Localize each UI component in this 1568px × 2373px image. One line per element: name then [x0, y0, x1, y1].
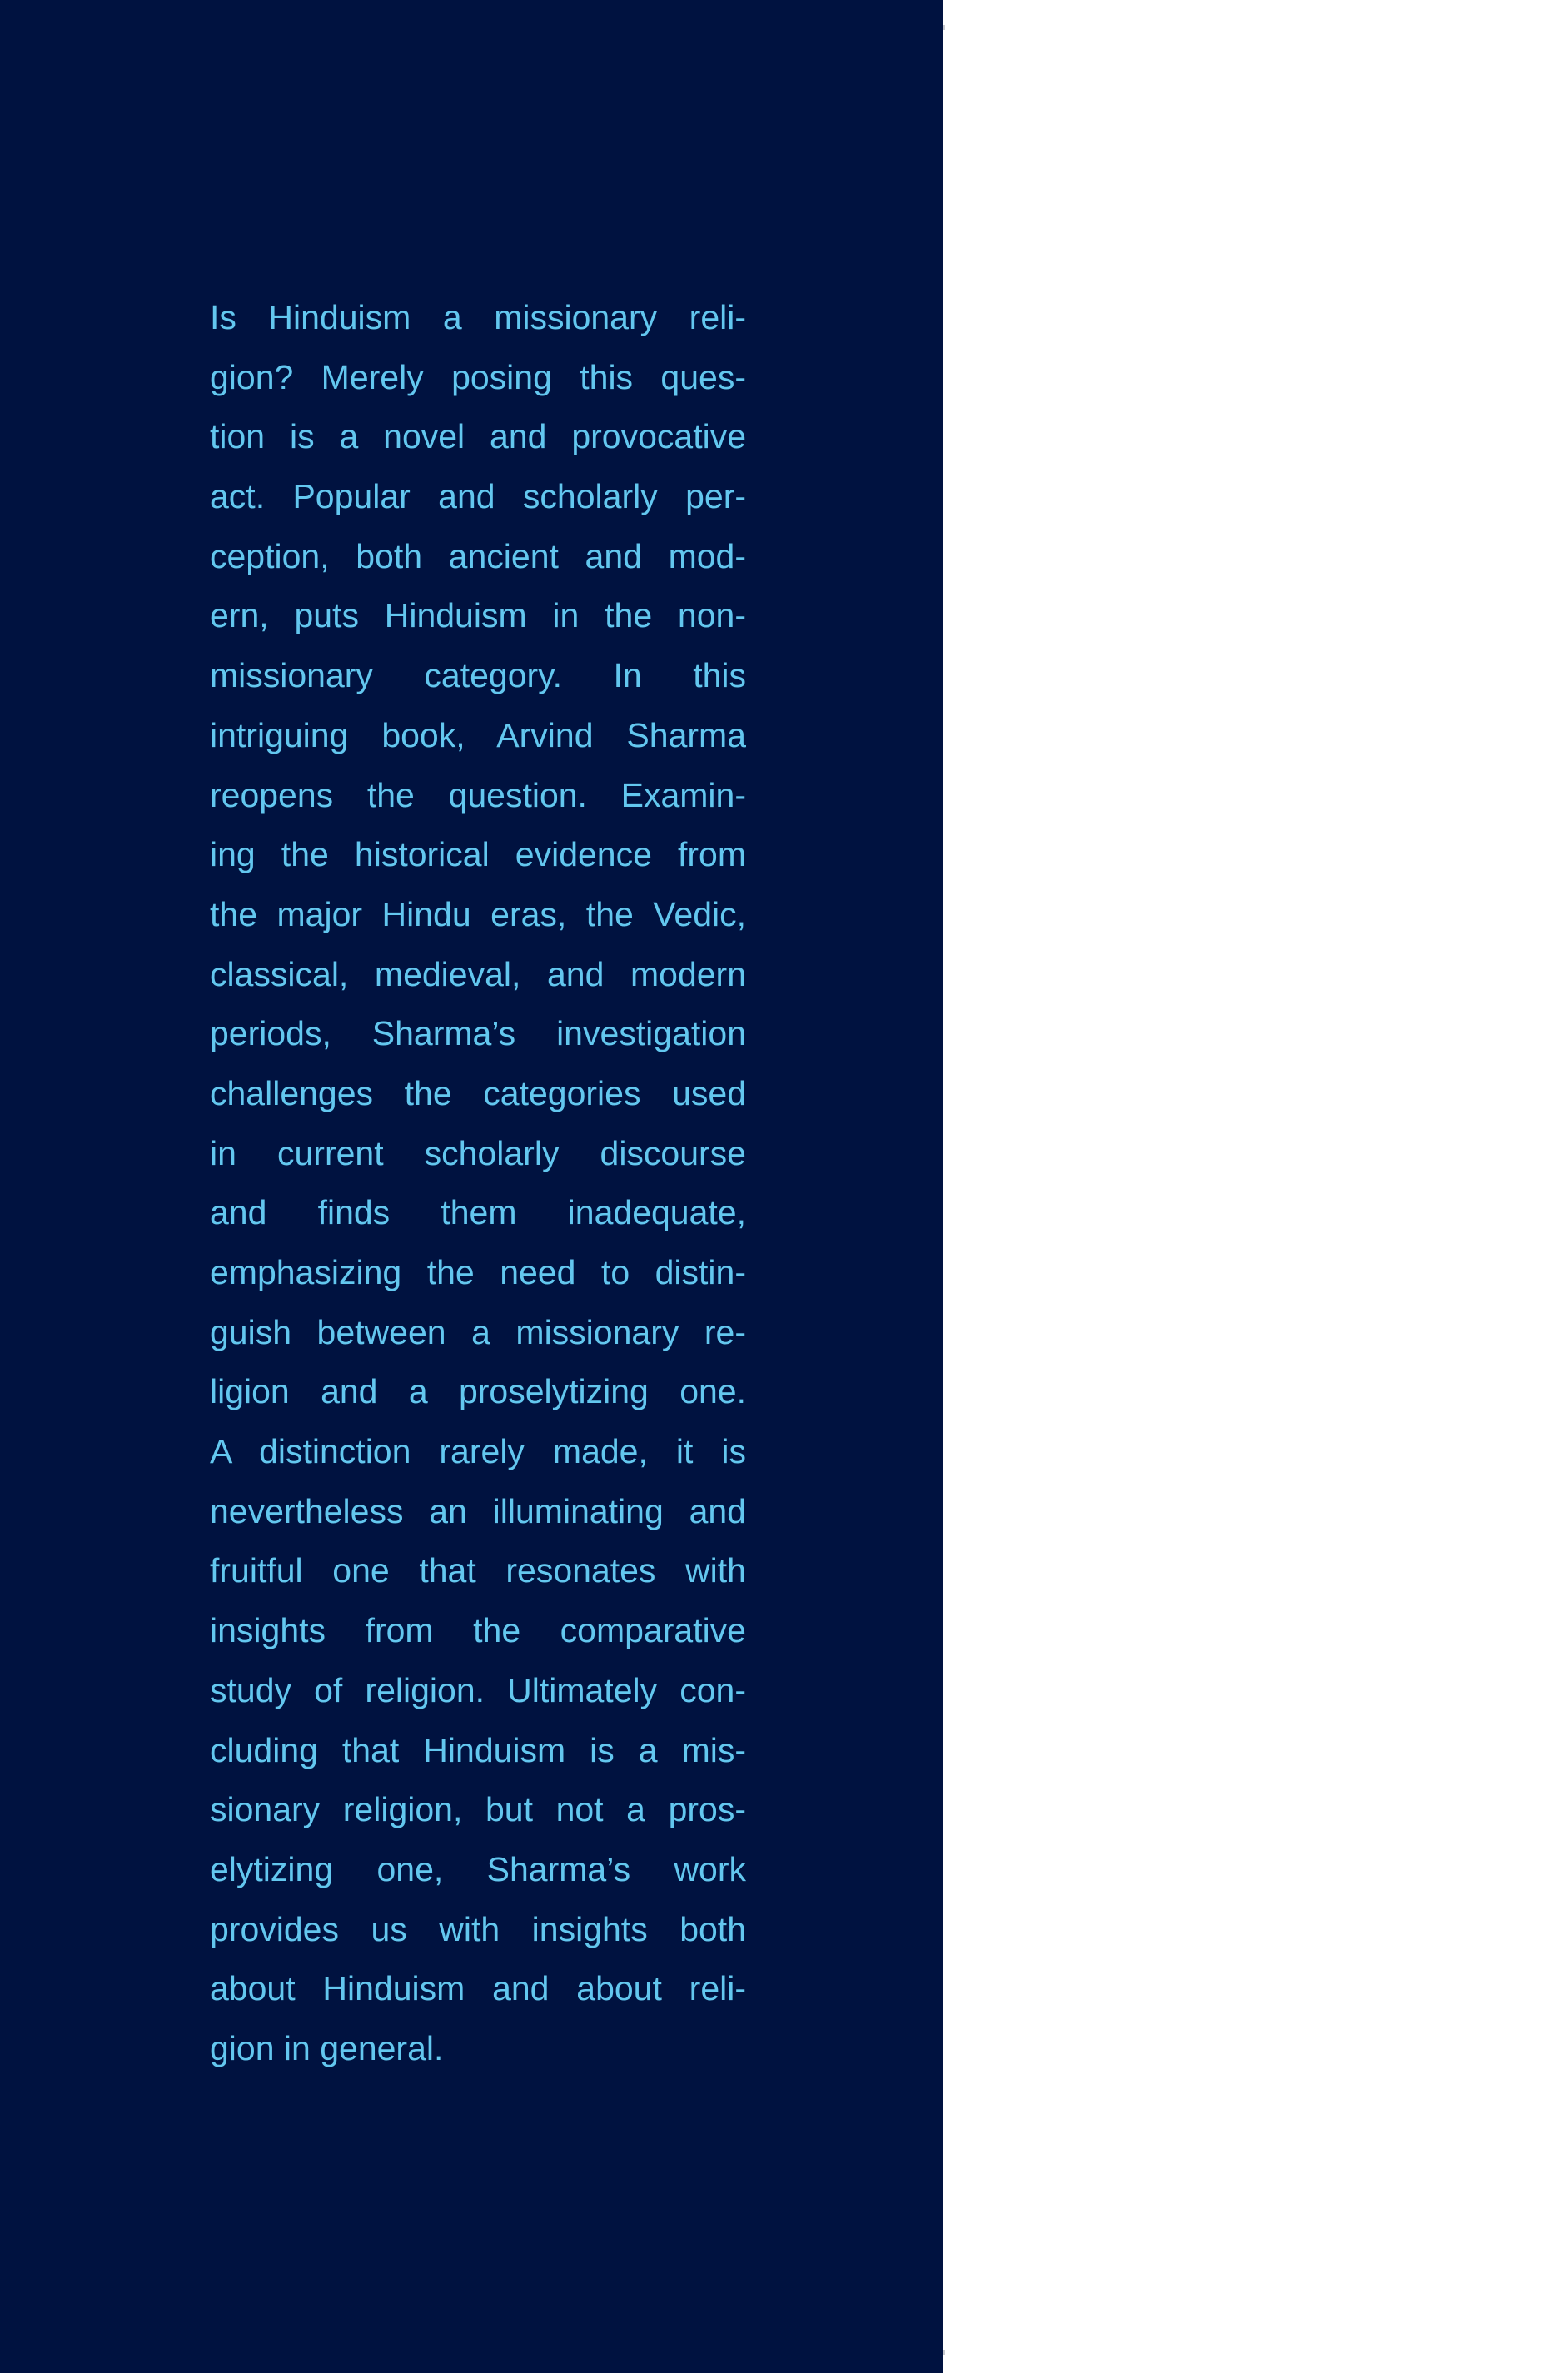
description-line: ligion and a proselytizing one.	[210, 1372, 746, 1411]
description-line: gion? Merely posing this ques-	[210, 357, 746, 396]
trim-mark	[943, 2350, 945, 2355]
description-line: gion in general.	[210, 2028, 444, 2067]
description-line: study of religion. Ultimately con-	[210, 1670, 746, 1709]
description-line: tion is a novel and provocative	[210, 417, 746, 456]
description-line: provides us with insights both	[210, 1909, 746, 1948]
description-line: intriguing book, Arvind Sharma	[210, 715, 746, 754]
description-line: fruitful one that resonates with	[210, 1551, 746, 1590]
description-line: act. Popular and scholarly per-	[210, 477, 746, 516]
description-line: nevertheless an illuminating and	[210, 1491, 746, 1530]
description-line: classical, medieval, and modern	[210, 954, 746, 993]
description-line: missionary category. In this	[210, 656, 746, 695]
description-line: and finds them inadequate,	[210, 1193, 746, 1232]
description-line: in current scholarly discourse	[210, 1133, 746, 1172]
description-line: ception, both ancient and mod-	[210, 536, 746, 575]
book-description	[210, 288, 746, 2079]
description-line: guish between a missionary re-	[210, 1312, 746, 1351]
description-line: challenges the categories used	[210, 1073, 746, 1112]
description-line: the major Hindu eras, the Vedic,	[210, 894, 746, 933]
description-line: ing the historical evidence from	[210, 835, 746, 874]
description-line: elytizing one, Sharma’s work	[210, 1849, 746, 1888]
description-line: insights from the comparative	[210, 1611, 746, 1650]
description-line: cluding that Hinduism is a mis-	[210, 1730, 746, 1769]
description-line: A distinction rarely made, it is	[210, 1432, 746, 1471]
description-line: sionary religion, but not a pros-	[210, 1790, 746, 1829]
description-line: emphasizing the need to distin-	[210, 1253, 746, 1291]
description-line: ern, puts Hinduism in the non-	[210, 596, 746, 635]
description-line: Is Hinduism a missionary reli-	[210, 298, 746, 336]
description-line: reopens the question. Examin-	[210, 775, 746, 814]
description-line: periods, Sharma’s investigation	[210, 1014, 746, 1053]
description-line: about Hinduism and about reli-	[210, 1969, 746, 2008]
trim-mark	[943, 25, 945, 30]
